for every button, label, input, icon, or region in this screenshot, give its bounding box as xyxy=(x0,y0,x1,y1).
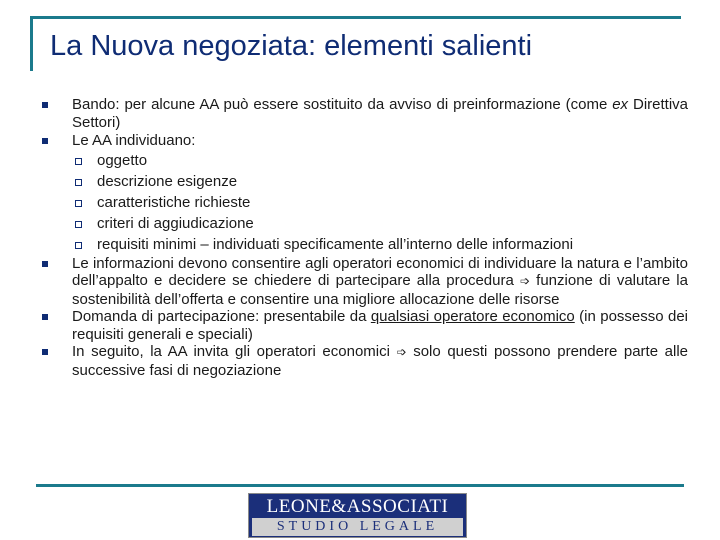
leone-associati-logo xyxy=(248,493,467,538)
sub-item: caratteristiche richieste xyxy=(72,192,688,213)
checkbox-bullet-icon xyxy=(75,179,82,186)
checkbox-bullet-icon xyxy=(75,242,82,249)
sub-item: requisiti minimi – individuati specificamente all’interno delle informazioni xyxy=(72,234,688,255)
sub-item: oggetto xyxy=(72,150,688,171)
bullet-item: Bando: per alcune AA può essere sostituito da avviso di preinformazione (come ex Direttiva Settori) xyxy=(72,96,688,131)
square-bullet-icon xyxy=(42,349,48,355)
square-bullet-icon xyxy=(42,102,48,108)
checkbox-bullet-icon xyxy=(75,200,82,207)
square-bullet-icon xyxy=(42,314,48,320)
footer-divider xyxy=(36,484,684,487)
bullet-item: Le informazioni devono consentire agli operatori economici di individuare la natura e l’ambito dell’appalto e decidere se chiedere di partecipare alla procedura ➩ funzione di valutare la sostenibilità dell’offerta e consentire una migliore allocazione delle risorse xyxy=(72,255,688,309)
bullet-item: In seguito, la AA invita gli operatori economici ➩ solo questi possono prendere parte alle successive fasi di negoziazione xyxy=(72,343,688,379)
arrow-right-icon: ➩ xyxy=(519,274,531,288)
checkbox-bullet-icon xyxy=(75,221,82,228)
square-bullet-icon xyxy=(42,261,48,267)
slide-title: La Nuova negoziata: elementi salienti xyxy=(50,30,533,62)
bullet-list xyxy=(72,96,688,379)
sub-item: criteri di aggiudicazione xyxy=(72,213,688,234)
bullet-item: Le AA individuano: xyxy=(72,132,688,150)
checkbox-bullet-icon xyxy=(75,158,82,165)
bullet-item: Domanda di partecipazione: presentabile da qualsiasi operatore economico (in possesso dei requisiti generali e speciali) xyxy=(72,308,688,343)
logo-name: LEONE&ASSOCIATI xyxy=(266,496,449,517)
sub-item: descrizione esigenze xyxy=(72,171,688,192)
square-bullet-icon xyxy=(42,138,48,144)
arrow-right-icon: ➩ xyxy=(396,345,407,359)
logo-subtitle: STUDIO LEGALE xyxy=(252,518,463,536)
